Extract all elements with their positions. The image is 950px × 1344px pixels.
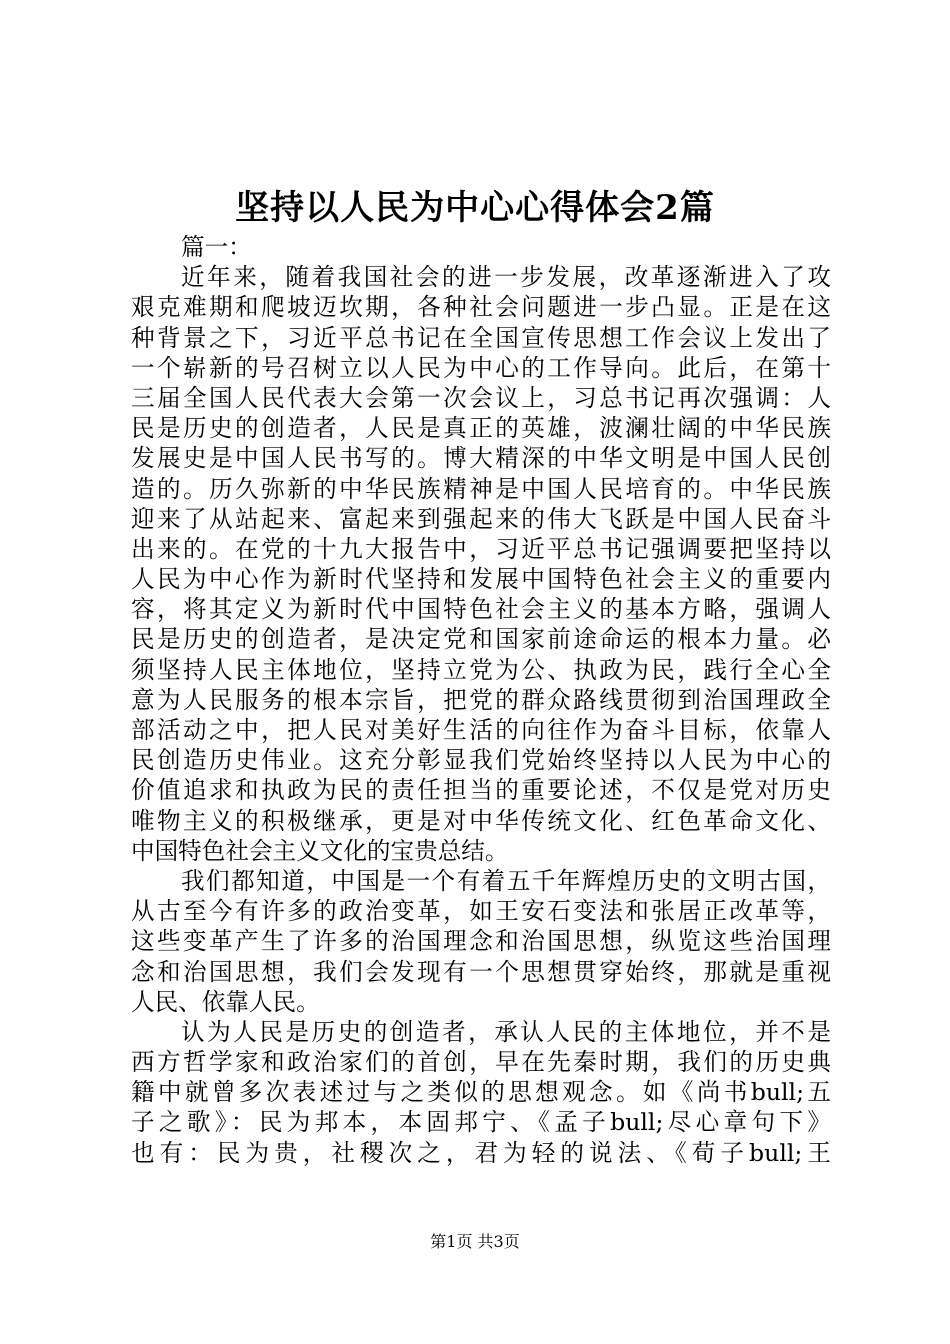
body-line: 念和治国思想，我们会发现有一个思想贯穿始终，那就是重视 [131, 957, 831, 986]
body-line: 从古至今有许多的政治变革，如王安石变法和张居正改革等， [131, 897, 831, 926]
body-line: 须坚持人民主体地位，坚持立党为公、执政为民，践行全心全 [131, 655, 831, 684]
body-line: 发展史是中国人民书写的。博大精深的中华文明是中国人民创 [131, 444, 831, 473]
body-line: 民是历史的创造者，是决定党和国家前途命运的根本力量。必 [131, 625, 831, 654]
body-line: 中国特色社会主义文化的宝贵总结。 [131, 836, 509, 865]
body-line: 价值追求和执政为民的责任担当的重要论述，不仅是党对历史 [131, 776, 831, 805]
body-line: 人民、依靠人民。 [131, 987, 320, 1016]
body-line: 近年来，随着我国社会的进一步发展，改革逐渐进入了攻 [181, 263, 831, 292]
body-line: 西方哲学家和政治家们的首创，早在先秦时期，我们的历史典 [131, 1048, 831, 1077]
body-line: 民是历史的创造者，人民是真正的英雄，波澜壮阔的中华民族 [131, 414, 831, 443]
body-line: 艰克难期和爬坡迈坎期，各种社会问题进一步凸显。正是在这 [131, 293, 831, 322]
body-line: 这些变革产生了许多的治国理念和治国思想，纵览这些治国理 [131, 927, 831, 956]
body-line: 迎来了从站起来、富起来到强起来的伟大飞跃是中国人民奋斗 [131, 504, 831, 533]
section-heading: 篇一： [181, 233, 252, 261]
body-line: 我们都知道，中国是一个有着五千年辉煌历史的文明古国， [181, 866, 831, 895]
body-line: 容，将其定义为新时代中国特色社会主义的基本方略，强调人 [131, 595, 831, 624]
page-footer: 第1页 共3页 [430, 1232, 520, 1251]
body-line: 出来的。在党的十九大报告中，习近平总书记强调要把坚持以 [131, 534, 831, 563]
body-line: 一个崭新的号召树立以人民为中心的工作导向。此后，在第十 [131, 353, 831, 382]
body-line: 意为人民服务的根本宗旨，把党的群众路线贯彻到治国理政全 [131, 685, 831, 714]
body-line: 唯物主义的积极继承，更是对中华传统文化、红色革命文化、 [131, 806, 831, 835]
body-line: 部活动之中，把人民对美好生活的向往作为奋斗目标，依靠人 [131, 716, 831, 744]
body-line: 籍中就曾多次表述过与之类似的思想观念。如《尚书bull;五 [131, 1078, 831, 1107]
document-body [131, 232, 831, 1168]
body-line: 子之歌》：民为邦本，本固邦宁、《孟子bull;尽心章句下》 [131, 1108, 831, 1137]
body-line: 认为人民是历史的创造者，承认人民的主体地位，并不是 [181, 1017, 831, 1046]
body-line: 三届全国人民代表大会第一次会议上，习总书记再次强调：人 [131, 383, 831, 412]
body-line: 也有：民为贵，社稷次之，君为轻的说法、《荀子bull;王 [131, 1138, 831, 1167]
body-line: 种背景之下，习近平总书记在全国宣传思想工作会议上发出了 [131, 323, 831, 352]
body-line: 民创造历史伟业。这充分彰显我们党始终坚持以人民为中心的 [131, 746, 831, 775]
body-line: 人民为中心作为新时代坚持和发展中国特色社会主义的重要内 [131, 565, 831, 594]
body-line: 造的。历久弥新的中华民族精神是中国人民培育的。中华民族 [131, 474, 831, 503]
document-title: 坚持以人民为中心心得体会2篇 [235, 188, 715, 228]
